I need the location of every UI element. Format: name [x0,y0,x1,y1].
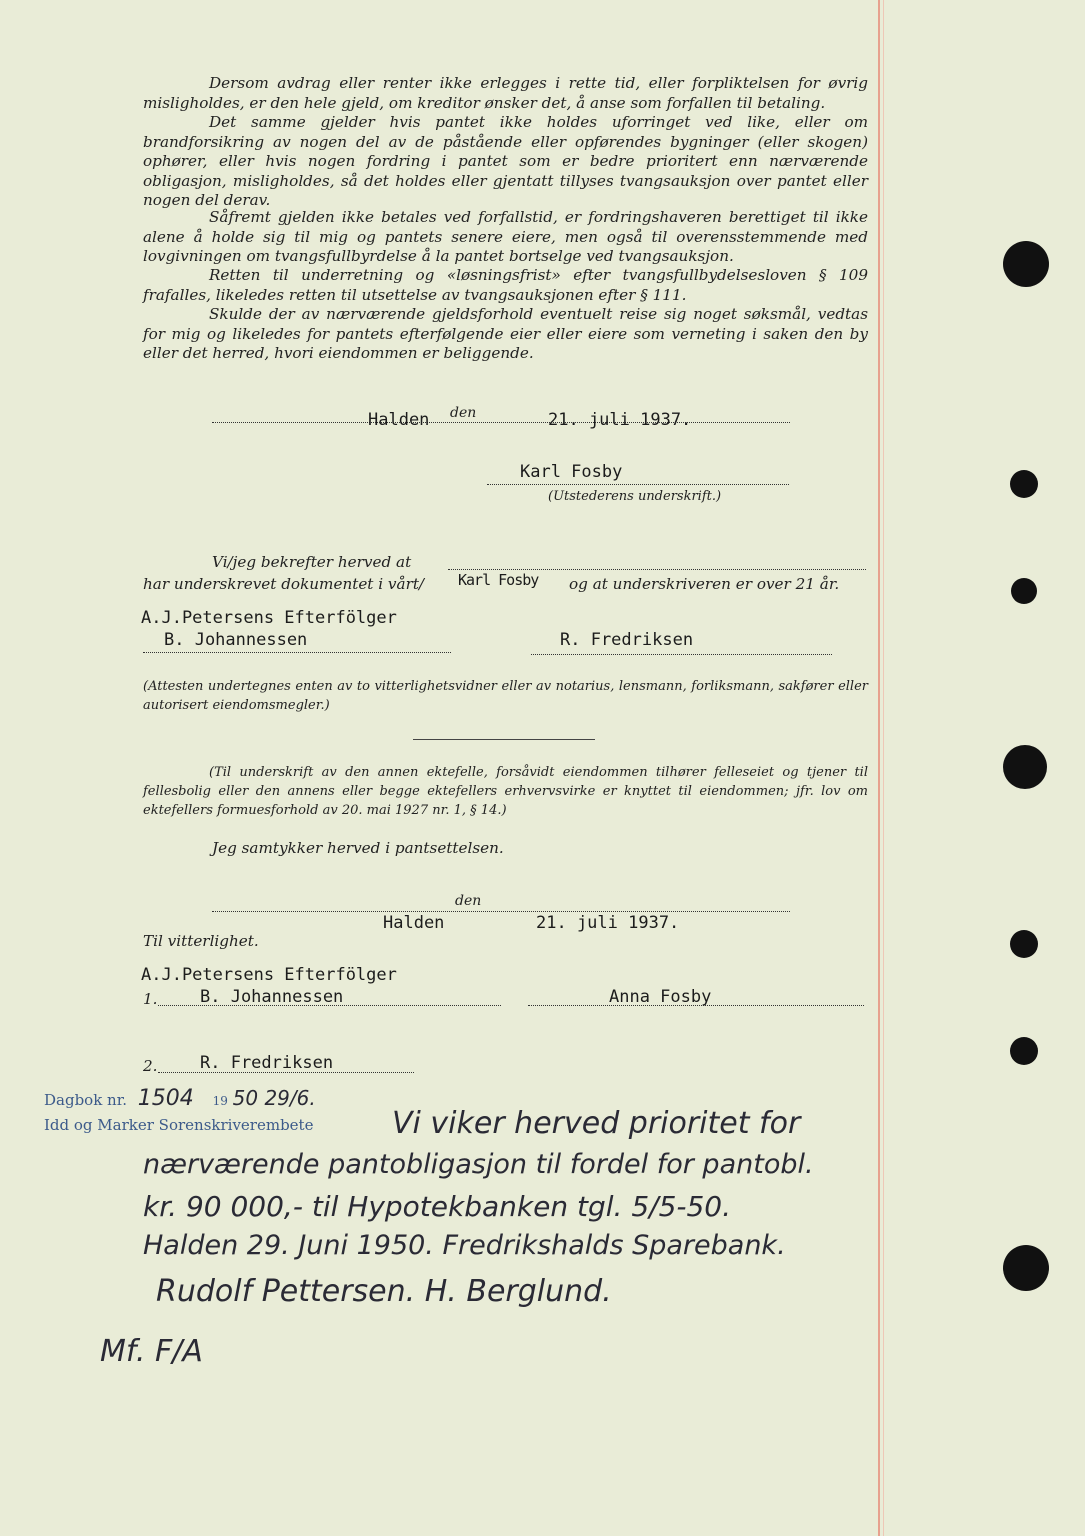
section-separator [413,739,595,740]
spouse-date: 21. juli 1937. [536,913,680,933]
punch-hole [1010,930,1038,958]
issuer-signature-dots [487,484,789,485]
handwritten-line-1: Vi viker herved prioritet for [392,1106,801,1141]
witness-confirm-line2a: har underskrevet dokumentet i vårt/ [143,575,425,593]
issuer-place: Halden [368,410,430,430]
witness-1-dots [143,652,451,653]
margin-line [878,0,880,1536]
witness-confirm-typed-name: Karl Fosby [458,571,539,589]
stamp-dagbok-label: Dagbok nr. [44,1091,128,1109]
issuer-den-label: den [450,405,477,421]
issuer-signature-caption: (Utstederens underskrift.) [548,489,722,504]
punch-hole [1010,1037,1038,1065]
handwritten-line-3: kr. 90 000,- til Hypotekbanken tgl. 5/5-50. [143,1190,732,1223]
stamp-office: Idd og Marker Sorenskriverembete [44,1116,314,1134]
terms-paragraph-5: Skulde der av nærværende gjeldsforhold eventuelt reise sig noget søksmål, vedtas for mig og likeledes for pantets efterfølgende eier eller eiere som verneting i saken den by eller det herred, hvori eiendommen er beliggende. [143,305,868,362]
terms-paragraph-4: Retten til underretning og «løsningsfrist» efter tvangsfullbydelsesloven § 109 frafalles, likeledes retten til utsettelse av tvangsauksjonen efter § 111. [143,266,868,304]
stamp-dagbok [44,1086,316,1111]
handwritten-line-2: nærværende pantobligasjon til fordel for pantobl. [143,1149,814,1180]
witness-1-number: 1. [143,990,158,1008]
handwritten-line-4: Halden 29. Juni 1950. Fredrikshalds Sparebank. [143,1230,786,1261]
witness-1: B. Johannessen [164,630,308,650]
spouse-witness-2: R. Fredriksen [200,1053,334,1073]
punch-hole [1003,1245,1049,1291]
witness-label: Til vitterlighet. [143,932,259,950]
stamp-year-date: 50 29/6. [232,1086,316,1110]
terms-paragraph-1: Dersom avdrag eller renter ikke erlegges i rette tid, eller forpliktelsen for øvrig misligholdes, er den hele gjeld, om kreditor ønsker det, å anse som forfallen til betaling. [143,74,868,112]
issuer-date: 21. juli 1937. [548,410,692,430]
spouse-note: (Til underskrift av den annen ektefelle, forsåvidt eiendommen tilhører felleseiet og tjener til fellesbolig eller den annens eller begge ektefellers erhvervsvirke er knyttet til eiendommen; jfr. lov om ektefellers formuesforhold av 20. mai 1927 nr. 1, § 14.) [143,765,868,818]
handwritten-line-5: Rudolf Pettersen. H. Berglund. [156,1274,612,1309]
stamp-dagbok-number: 1504 [137,1086,194,1111]
punch-hole [1003,241,1049,287]
witness-2-number: 2. [143,1057,158,1075]
punch-hole [1010,470,1038,498]
spouse-firm: A.J.Petersens Efterfölger [141,965,397,985]
stamp-year-prefix: 19 [212,1094,228,1108]
issuer-date-dots [212,422,790,423]
attest-note: (Attesten undertegnes enten av to vitterlighetsvidner eller av notarius, lensmann, forliksmann, sakfører eller autorisert eiendomsmegler.) [143,679,868,713]
punch-hole [1011,578,1037,604]
witness-firm: A.J.Petersens Efterfölger [141,608,397,628]
spouse-den-label: den [455,893,482,909]
spouse-witness-1: B. Johannessen [200,987,344,1007]
spouse-date-dots [212,911,790,912]
margin-line-secondary [883,0,884,1536]
witness-confirm-line1: Vi/jeg bekrefter herved at [212,553,412,571]
spouse-place: Halden [383,913,445,933]
witness-confirm-dots [448,569,866,570]
spouse-consent: Jeg samtykker herved i pantsettelsen. [212,839,504,857]
terms-paragraph-3: Såfremt gjelden ikke betales ved forfallstid, er fordringshaveren berettiget til ikke alene å holde sig til mig og pantets senere eiere, men også til overensstemmende med lovgivningen om tvangsfullbyrdelse å la pantet bortselge ved tvangsauksjon. [143,208,868,265]
spouse-signature: Anna Fosby [609,987,712,1007]
terms-paragraph-2: Det samme gjelder hvis pantet ikke holdes uforringet ved like, eller om brandforsikring av nogen del av de påstående eller opførendes bygninger (eller skogen) ophører, eller hvis nogen fordring i pantet som er bedre prioritert enn nærværende obligasjon, misligholdes, så det holdes eller gjentatt tillyses tvangsauksjon over pantet eller nogen del derav. [143,113,868,209]
issuer-signature: Karl Fosby [520,462,623,482]
witness-confirm-line2b: og at underskriveren er over 21 år. [569,575,840,593]
witness-2: R. Fredriksen [560,630,694,650]
handwritten-initials: Mf. F/A [100,1334,203,1369]
witness-2-dots [531,654,832,655]
punch-hole [1003,745,1047,789]
